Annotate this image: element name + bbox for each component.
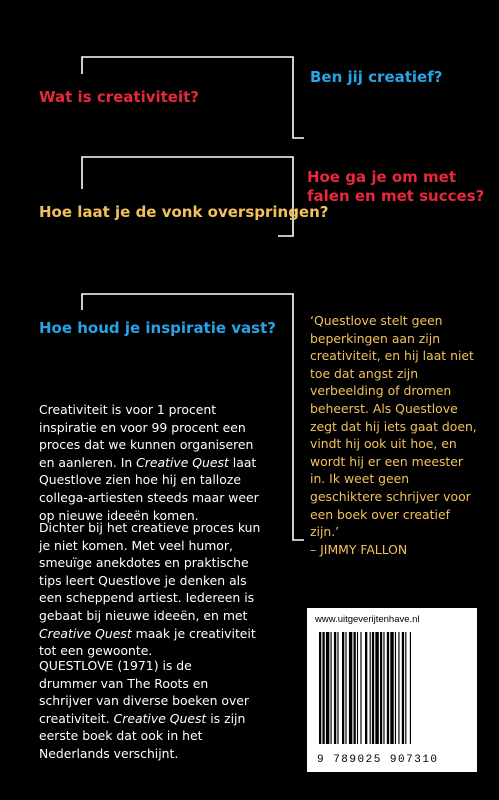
barcode-bar <box>345 632 346 744</box>
barcode-bar <box>387 632 389 744</box>
blurb-paragraph-2 <box>39 519 271 660</box>
barcode-bar <box>357 632 358 744</box>
question-inspiration: Hoe houd je inspiratie vast? <box>39 319 276 337</box>
barcode-bar <box>383 632 384 744</box>
barcode-bar <box>395 632 396 744</box>
connector-mid <box>82 157 293 236</box>
barcode-bar <box>322 632 324 744</box>
question-are-you-creative: Ben jij creatief? <box>310 68 443 86</box>
blurb-p1-title: Creative Quest <box>136 454 229 470</box>
author-bio <box>39 657 251 763</box>
blurb-p2-title: Creative Quest <box>39 625 132 641</box>
barcode-bar <box>375 632 378 744</box>
barcode-bar <box>334 632 336 744</box>
blurb-p2-text-a: Dichter bij het creatieve proces kun je niet komen. Met veel humor, smeuïge anekdotes en praktische tips leert Questlove je denken als een scheppend artiest. Iedereen is gebaat bij nieuwe ideeën, en met <box>39 520 261 623</box>
barcode-bar <box>402 632 404 744</box>
barcode-bar <box>390 632 393 744</box>
barcode-bar <box>410 632 411 744</box>
barcode-bar <box>354 632 356 744</box>
barcode-bar <box>372 632 374 744</box>
review-quote <box>310 312 480 558</box>
bio-text-a: QUESTLOVE (1971) is de drummer van The Roots en schrijver van diverse boeken over creativiteit. <box>39 658 250 726</box>
bio-title: Creative Quest <box>113 710 207 726</box>
review-quote-author: – JIMMY FALLON <box>310 541 408 557</box>
isbn-number: 9 789025 907310 <box>317 754 439 766</box>
barcode-bar <box>331 632 332 744</box>
blurb-p1-text-b: laat Questlove zien hoe hij en talloze collega-artiesten steeds maar weer op nieuwe ideeën komen. <box>39 454 259 523</box>
blurb-p2-text-b: maak je creativiteit tot een gewoonte. <box>39 625 256 659</box>
barcode-bar <box>337 632 338 744</box>
barcode-panel <box>307 608 477 772</box>
barcode-bar <box>398 632 399 744</box>
barcode-bar <box>380 632 382 744</box>
barcode-bar <box>360 632 361 744</box>
barcode-bar <box>370 632 371 744</box>
barcode-bar <box>319 632 321 744</box>
question-failure-success-line2: falen en met succes? <box>307 187 485 205</box>
blurb-paragraph-1 <box>39 401 271 524</box>
barcode-bar <box>349 632 352 744</box>
blurb-p1-text-a: Creativiteit is voor 1 procent inspiratie en voor 99 procent een proces dat we kunnen organiseren en aanleren. In <box>39 402 254 470</box>
barcode-bar <box>405 632 406 744</box>
barcode-graphic <box>319 632 465 744</box>
question-spark: Hoe laat je de vonk overspringen? <box>39 203 329 221</box>
bio-text-b: is zijn eerste boek dat ook in het Nederlands verschijnt. <box>39 710 246 761</box>
question-failure-success <box>307 168 484 206</box>
barcode-bar <box>326 632 329 744</box>
question-failure-success-line1: Hoe ga je om met <box>307 168 457 186</box>
barcode-bar <box>342 632 344 744</box>
review-quote-text: ‘Questlove stelt geen beperkingen aan zijn creativiteit, en hij laat niet toe dat angst zijn verbeelding of dromen beheerst. Als Questlove zegt dat hij iets gaat doen, vindt hij ook uit hoe, en wordt hij er een meester in. Ik weet geen geschiktere schrijver voor een boek over creatief zijn.’ <box>310 313 477 540</box>
publisher-url: www.uitgeverijtenhave.nl <box>315 614 420 625</box>
question-what-is-creativity: Wat is creativiteit? <box>39 88 199 106</box>
barcode-bar <box>365 632 367 744</box>
